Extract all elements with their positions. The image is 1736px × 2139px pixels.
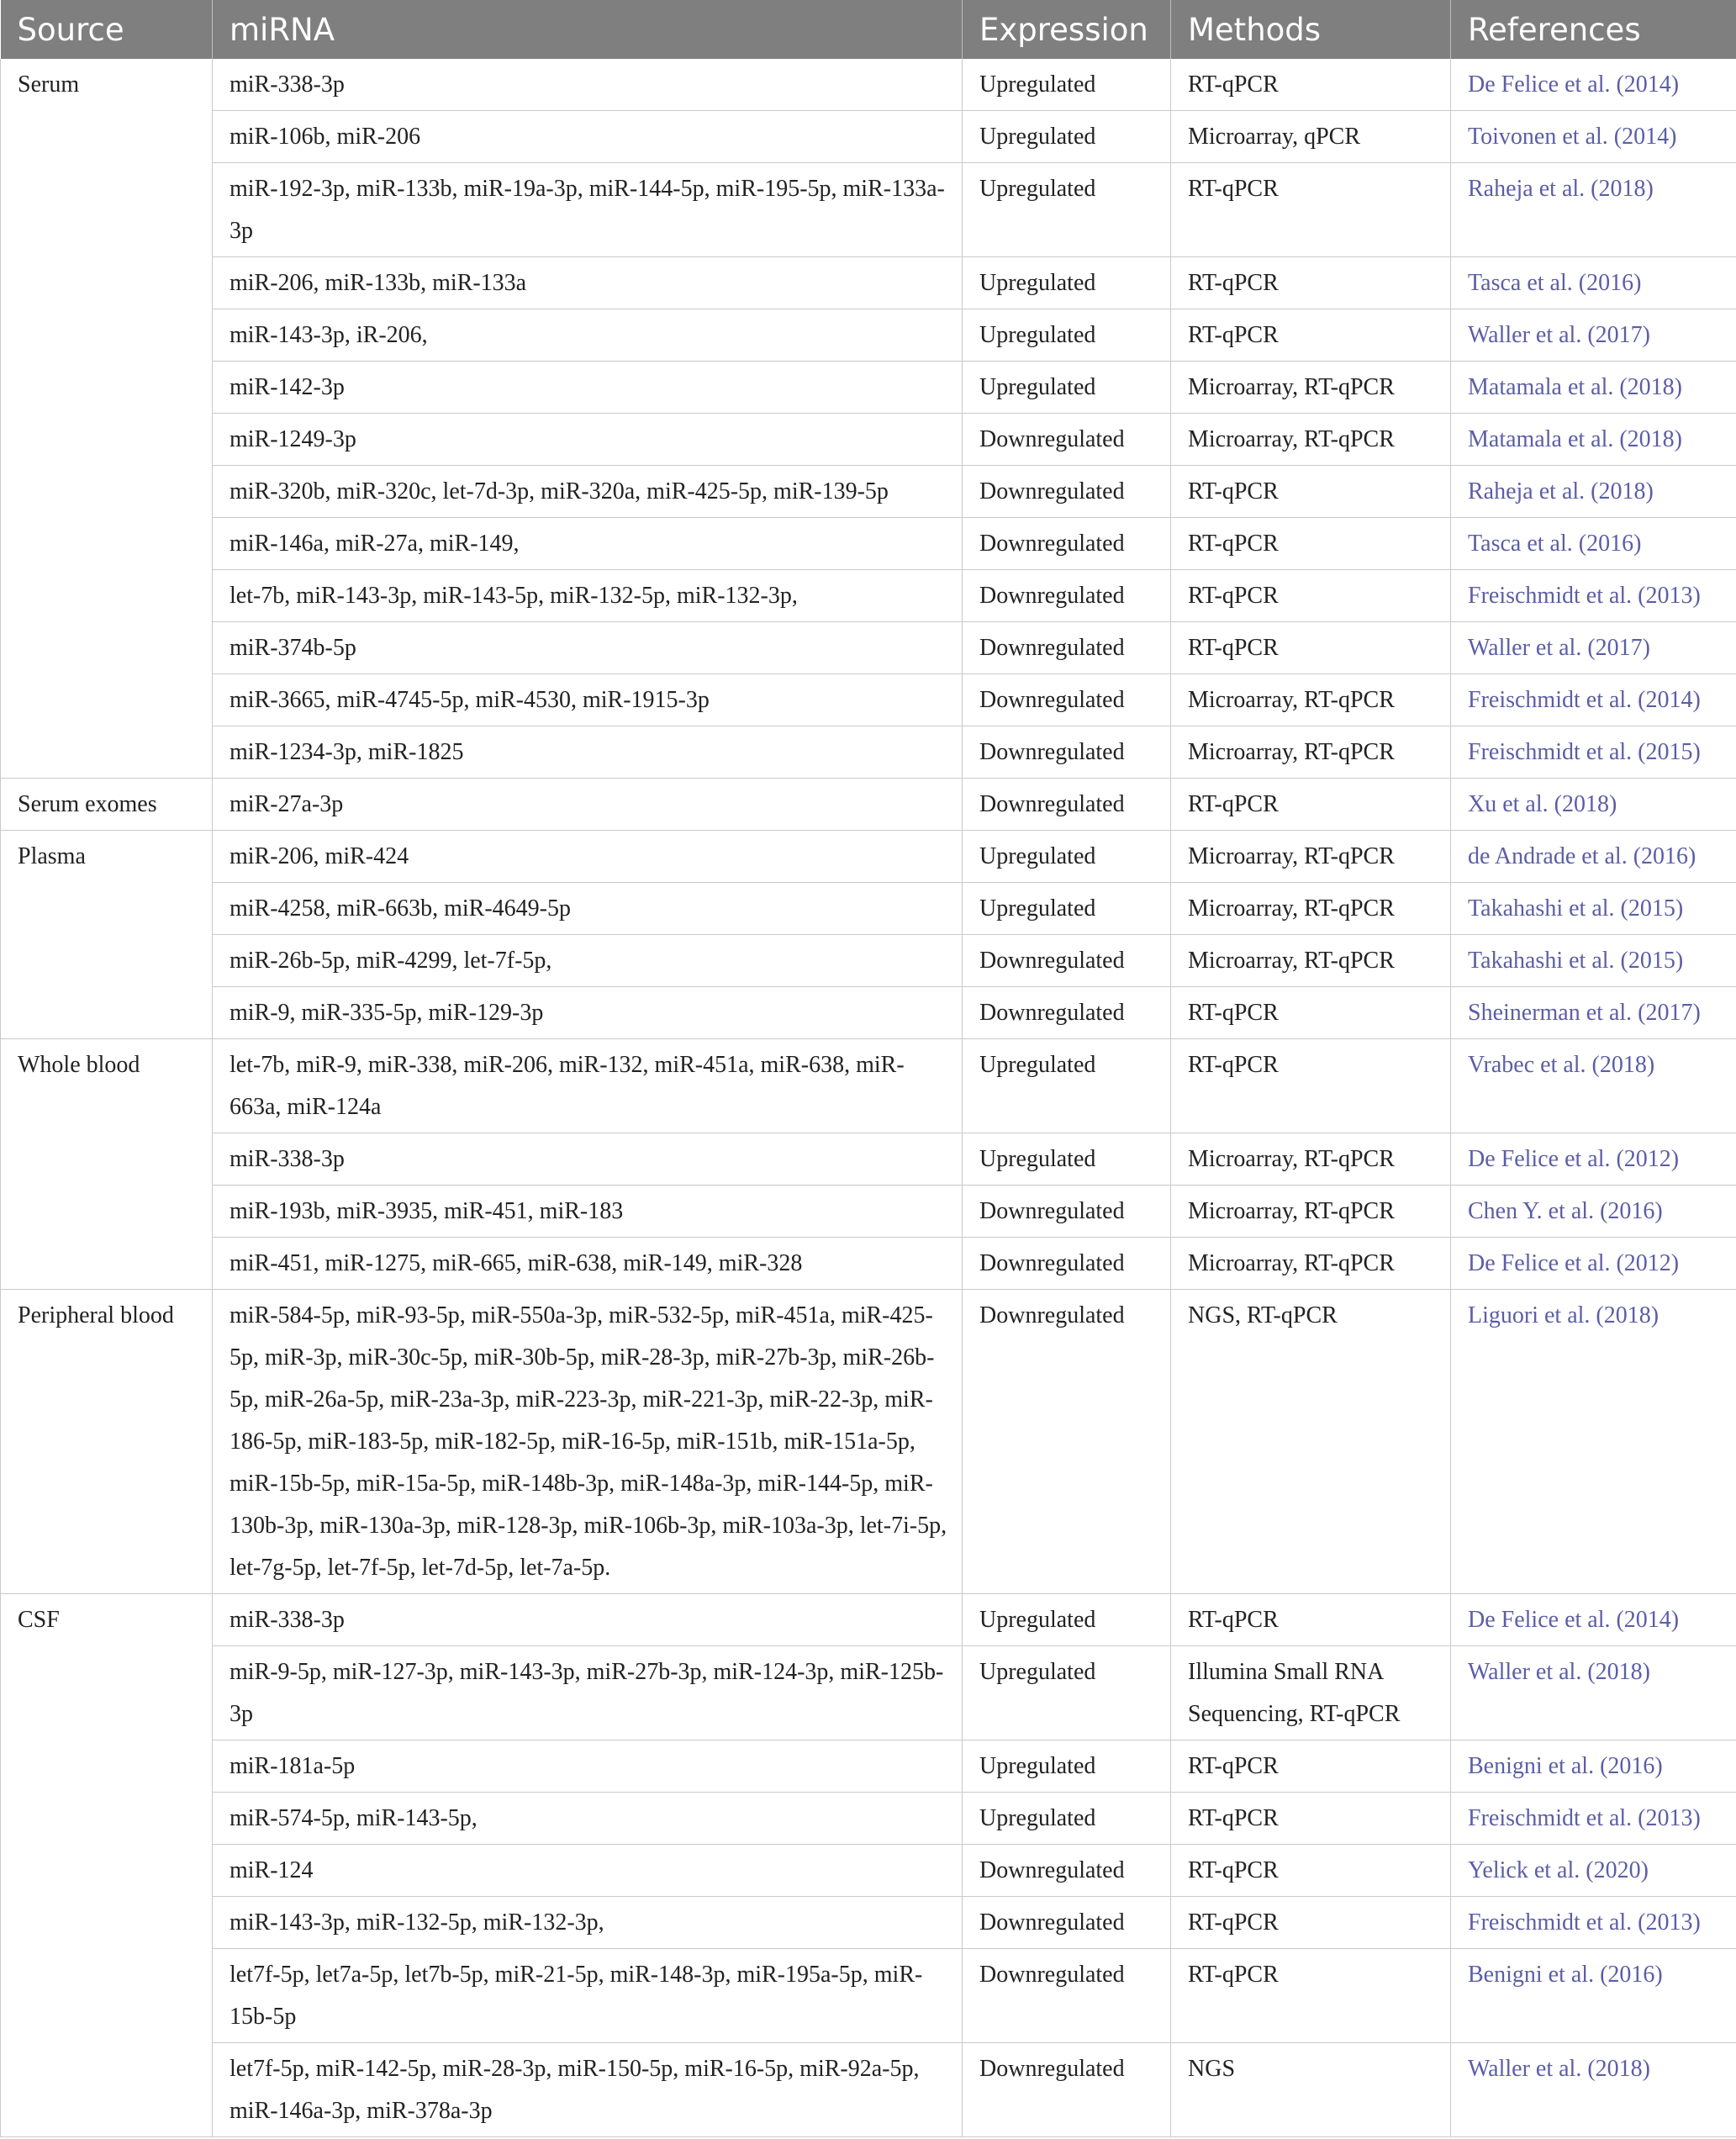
table-row [1,674,1736,726]
table-row [1,1238,1736,1290]
table-row [1,622,1736,674]
expression-cell: Downregulated [963,1238,1171,1290]
reference-link[interactable]: Vrabec et al. (2018) [1451,1039,1736,1133]
mirna-cell: miR-338-3p [213,59,963,111]
source-cell: Serum [1,59,213,779]
expression-cell: Upregulated [963,1594,1171,1646]
reference-link[interactable]: Tasca et al. (2016) [1451,257,1736,309]
expression-cell: Upregulated [963,1039,1171,1133]
methods-cell: RT-qPCR [1171,309,1451,362]
reference-link[interactable]: Raheja et al. (2018) [1451,466,1736,518]
table-row [1,831,1736,883]
table-row [1,1897,1736,1949]
table-row [1,1793,1736,1845]
reference-link[interactable]: Yelick et al. (2020) [1451,1845,1736,1897]
reference-link[interactable]: Matamala et al. (2018) [1451,362,1736,414]
reference-link[interactable]: Liguori et al. (2018) [1451,1290,1736,1594]
mirna-cell: miR-206, miR-133b, miR-133a [213,257,963,309]
mirna-cell: miR-338-3p [213,1133,963,1186]
expression-cell: Downregulated [963,779,1171,831]
mirna-cell: miR-192-3p, miR-133b, miR-19a-3p, miR-144-5p, miR-195-5p, miR-133a-3p [213,163,963,257]
methods-cell: RT-qPCR [1171,1594,1451,1646]
methods-cell: Microarray, RT-qPCR [1171,414,1451,466]
mirna-cell: miR-143-3p, miR-132-5p, miR-132-3p, [213,1897,963,1949]
methods-cell: Illumina Small RNA Sequencing, RT-qPCR [1171,1646,1451,1740]
mirna-cell: let-7b, miR-9, miR-338, miR-206, miR-132, miR-451a, miR-638, miR-663a, miR-124a [213,1039,963,1133]
methods-cell: RT-qPCR [1171,466,1451,518]
expression-cell: Downregulated [963,1845,1171,1897]
reference-link[interactable]: Tasca et al. (2016) [1451,518,1736,570]
mirna-cell: let7f-5p, let7a-5p, let7b-5p, miR-21-5p, miR-148-3p, miR-195a-5p, miR-15b-5p [213,1949,963,2043]
methods-cell: Microarray, RT-qPCR [1171,362,1451,414]
expression-cell: Downregulated [963,935,1171,987]
header-methods: Methods [1171,0,1451,59]
methods-cell: Microarray, RT-qPCR [1171,726,1451,779]
methods-cell: RT-qPCR [1171,1949,1451,2043]
mirna-cell: miR-374b-5p [213,622,963,674]
table-row [1,1186,1736,1238]
expression-cell: Downregulated [963,1290,1171,1594]
mirna-cell: miR-1249-3p [213,414,963,466]
expression-cell: Upregulated [963,59,1171,111]
mirna-cell: miR-320b, miR-320c, let-7d-3p, miR-320a, miR-425-5p, miR-139-5p [213,466,963,518]
methods-cell: RT-qPCR [1171,163,1451,257]
reference-link[interactable]: Freischmidt et al. (2014) [1451,674,1736,726]
table-row [1,1646,1736,1740]
expression-cell: Downregulated [963,1949,1171,2043]
reference-link[interactable]: Waller et al. (2017) [1451,622,1736,674]
expression-cell: Upregulated [963,831,1171,883]
table-row [1,883,1736,935]
mirna-cell: miR-9-5p, miR-127-3p, miR-143-3p, miR-27b-3p, miR-124-3p, miR-125b-3p [213,1646,963,1740]
source-cell: CSF [1,1594,213,2137]
mirna-cell: miR-3665, miR-4745-5p, miR-4530, miR-1915-3p [213,674,963,726]
expression-cell: Downregulated [963,2043,1171,2137]
methods-cell: RT-qPCR [1171,518,1451,570]
reference-link[interactable]: Freischmidt et al. (2015) [1451,726,1736,779]
methods-cell: RT-qPCR [1171,1897,1451,1949]
expression-cell: Downregulated [963,414,1171,466]
reference-link[interactable]: Waller et al. (2018) [1451,1646,1736,1740]
expression-cell: Upregulated [963,883,1171,935]
expression-cell: Upregulated [963,309,1171,362]
table-row [1,935,1736,987]
reference-link[interactable]: De Felice et al. (2012) [1451,1238,1736,1290]
mirna-cell: miR-1234-3p, miR-1825 [213,726,963,779]
expression-cell: Upregulated [963,257,1171,309]
header-source: Source [1,0,213,59]
table-row [1,59,1736,111]
table-row [1,1039,1736,1133]
mirna-cell: miR-584-5p, miR-93-5p, miR-550a-3p, miR-532-5p, miR-451a, miR-425-5p, miR-3p, miR-30c-5p, miR-30b-5p, miR-28-3p, miR-27b-3p, miR-26b-5p, miR-26a-5p, miR-23a-3p, miR-223-3p, miR-221-3p, miR-22-3p, miR-186-5p, miR-183-5p, miR-182-5p, miR-16-5p, miR-151b, miR-151a-5p, miR-15b-5p, miR-15a-5p, miR-148b-3p, miR-148a-3p, miR-144-5p, miR-130b-3p, miR-130a-3p, miR-128-3p, miR-106b-3p, miR-103a-3p, let-7i-5p, let-7g-5p, let-7f-5p, let-7d-5p, let-7a-5p. [213,1290,963,1594]
expression-cell: Downregulated [963,570,1171,622]
table-row [1,1133,1736,1186]
reference-link[interactable]: De Felice et al. (2014) [1451,1594,1736,1646]
table-row [1,987,1736,1039]
methods-cell: RT-qPCR [1171,1039,1451,1133]
methods-cell: RT-qPCR [1171,987,1451,1039]
table-row [1,779,1736,831]
header-expression: Expression [963,0,1171,59]
reference-link[interactable]: Toivonen et al. (2014) [1451,111,1736,163]
reference-link[interactable]: Takahashi et al. (2015) [1451,883,1736,935]
methods-cell: RT-qPCR [1171,59,1451,111]
table-row [1,570,1736,622]
methods-cell: Microarray, RT-qPCR [1171,674,1451,726]
reference-link[interactable]: Sheinerman et al. (2017) [1451,987,1736,1039]
table-row [1,111,1736,163]
reference-link[interactable]: Xu et al. (2018) [1451,779,1736,831]
methods-cell: Microarray, qPCR [1171,111,1451,163]
expression-cell: Upregulated [963,1133,1171,1186]
table-row [1,1740,1736,1793]
mirna-cell: miR-338-3p [213,1594,963,1646]
table-row [1,2043,1736,2137]
mirna-cell: miR-146a, miR-27a, miR-149, [213,518,963,570]
table-row [1,1949,1736,2043]
methods-cell: NGS, RT-qPCR [1171,1290,1451,1594]
expression-cell: Upregulated [963,111,1171,163]
methods-cell: Microarray, RT-qPCR [1171,883,1451,935]
mirna-cell: let-7b, miR-143-3p, miR-143-5p, miR-132-5p, miR-132-3p, [213,570,963,622]
reference-link[interactable]: de Andrade et al. (2016) [1451,831,1736,883]
mirna-cell: miR-4258, miR-663b, miR-4649-5p [213,883,963,935]
methods-cell: Microarray, RT-qPCR [1171,1186,1451,1238]
mirna-cell: miR-143-3p, iR-206, [213,309,963,362]
header-references: References [1451,0,1736,59]
expression-cell: Upregulated [963,1793,1171,1845]
mirna-cell: miR-193b, miR-3935, miR-451, miR-183 [213,1186,963,1238]
table-row [1,466,1736,518]
expression-cell: Downregulated [963,1897,1171,1949]
expression-cell: Downregulated [963,622,1171,674]
reference-link[interactable]: Freischmidt et al. (2013) [1451,570,1736,622]
expression-cell: Downregulated [963,987,1171,1039]
expression-cell: Downregulated [963,1186,1171,1238]
reference-link[interactable]: Benigni et al. (2016) [1451,1740,1736,1793]
expression-cell: Downregulated [963,726,1171,779]
mirna-cell: miR-27a-3p [213,779,963,831]
methods-cell: Microarray, RT-qPCR [1171,935,1451,987]
mirna-cell: miR-451, miR-1275, miR-665, miR-638, miR-149, miR-328 [213,1238,963,1290]
mirna-cell: let7f-5p, miR-142-5p, miR-28-3p, miR-150-5p, miR-16-5p, miR-92a-5p, miR-146a-3p, miR-378a-3p [213,2043,963,2137]
methods-cell: RT-qPCR [1171,622,1451,674]
methods-cell: Microarray, RT-qPCR [1171,1133,1451,1186]
table-row [1,362,1736,414]
reference-link[interactable]: De Felice et al. (2012) [1451,1133,1736,1186]
table-row [1,414,1736,466]
reference-link[interactable]: Matamala et al. (2018) [1451,414,1736,466]
expression-cell: Downregulated [963,518,1171,570]
methods-cell: RT-qPCR [1171,1740,1451,1793]
mirna-cell: miR-9, miR-335-5p, miR-129-3p [213,987,963,1039]
reference-link[interactable]: Waller et al. (2018) [1451,2043,1736,2137]
mirna-cell: miR-181a-5p [213,1740,963,1793]
expression-cell: Downregulated [963,466,1171,518]
reference-link[interactable]: Freischmidt et al. (2013) [1451,1793,1736,1845]
expression-cell: Upregulated [963,163,1171,257]
expression-cell: Downregulated [963,674,1171,726]
table-header [1,0,1736,59]
mirna-cell: miR-106b, miR-206 [213,111,963,163]
methods-cell: RT-qPCR [1171,257,1451,309]
table-body [1,59,1736,2137]
source-cell: Plasma [1,831,213,1039]
table-row [1,163,1736,257]
expression-cell: Upregulated [963,1646,1171,1740]
table-row [1,257,1736,309]
expression-cell: Upregulated [963,362,1171,414]
reference-link[interactable]: Chen Y. et al. (2016) [1451,1186,1736,1238]
table-row [1,518,1736,570]
reference-link[interactable]: Benigni et al. (2016) [1451,1949,1736,2043]
reference-link[interactable]: Raheja et al. (2018) [1451,163,1736,257]
methods-cell: Microarray, RT-qPCR [1171,831,1451,883]
mirna-cell: miR-26b-5p, miR-4299, let-7f-5p, [213,935,963,987]
table-row [1,1594,1736,1646]
source-cell: Serum exomes [1,779,213,831]
methods-cell: RT-qPCR [1171,1845,1451,1897]
methods-cell: RT-qPCR [1171,570,1451,622]
methods-cell: NGS [1171,2043,1451,2137]
reference-link[interactable]: Waller et al. (2017) [1451,309,1736,362]
source-cell: Whole blood [1,1039,213,1290]
table-row [1,1845,1736,1897]
mirna-cell: miR-142-3p [213,362,963,414]
reference-link[interactable]: Takahashi et al. (2015) [1451,935,1736,987]
source-cell: Peripheral blood [1,1290,213,1594]
mirna-cell: miR-574-5p, miR-143-5p, [213,1793,963,1845]
mirna-cell: miR-206, miR-424 [213,831,963,883]
expression-cell: Upregulated [963,1740,1171,1793]
table-row [1,1290,1736,1594]
header-row [1,0,1736,59]
reference-link[interactable]: De Felice et al. (2014) [1451,59,1736,111]
header-mirna: miRNA [213,0,963,59]
table-row [1,726,1736,779]
methods-cell: RT-qPCR [1171,1793,1451,1845]
reference-link[interactable]: Freischmidt et al. (2013) [1451,1897,1736,1949]
methods-cell: RT-qPCR [1171,779,1451,831]
mirna-cell: miR-124 [213,1845,963,1897]
methods-cell: Microarray, RT-qPCR [1171,1238,1451,1290]
table-row [1,309,1736,362]
